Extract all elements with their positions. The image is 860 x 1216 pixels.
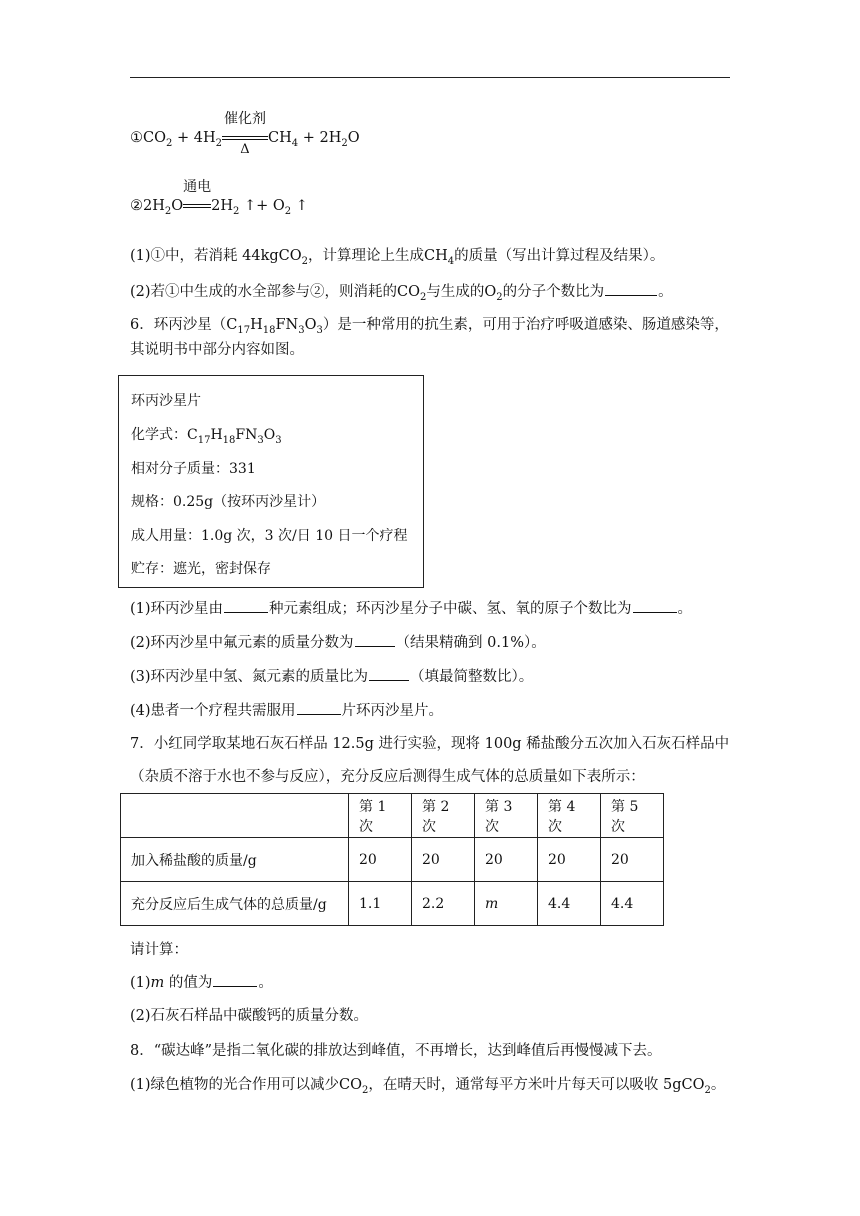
- q7-q1: [130, 972, 273, 993]
- subscript: 17: [197, 435, 211, 446]
- table-row: [121, 838, 664, 882]
- subscript: 17: [237, 325, 251, 336]
- reaction-condition: [222, 111, 268, 157]
- eq1-text: + 2H: [298, 130, 342, 146]
- eq2-text: ↑+ O: [239, 198, 285, 214]
- text: (3)环丙沙星中氢、氮元素的质量比为: [130, 669, 369, 685]
- eq1-text: O: [347, 130, 360, 146]
- answer-blank[interactable]: [605, 281, 657, 296]
- q6-intro: [130, 315, 729, 337]
- table-cell: 20: [412, 838, 475, 882]
- subscript: 2: [496, 292, 503, 303]
- text: ，计算理论上生成CH: [308, 248, 448, 264]
- table-header-row: [121, 794, 664, 838]
- text: (1)①中，若消耗 44kgCO: [130, 248, 302, 264]
- text: 种元素组成；环丙沙星分子中碳、氢、氧的原子个数比为: [269, 601, 632, 617]
- table-cell: 充分反应后生成气体的总质量/g: [121, 882, 349, 926]
- answer-blank[interactable]: [297, 700, 341, 715]
- subscript: 2: [284, 206, 292, 217]
- text: ，在晴天时，通常每平方米叶片每天可以吸收 5gCO: [368, 1077, 705, 1093]
- data-table: [120, 793, 664, 926]
- table-cell: 第 4 次: [538, 794, 601, 838]
- subscript: 4: [447, 256, 455, 267]
- subscript: 3: [316, 325, 323, 336]
- subscript: 18: [222, 435, 236, 446]
- text: O: [304, 317, 317, 333]
- text: 化学式：C: [131, 427, 198, 443]
- table-cell: 20: [538, 838, 601, 882]
- eq2-text: 2H: [211, 198, 234, 214]
- eq2-text: O: [171, 198, 184, 214]
- equation-2: [130, 179, 308, 217]
- table-cell: 第 3 次: [475, 794, 538, 838]
- q6-q1: [130, 598, 692, 619]
- table-cell: 4.4: [601, 882, 664, 926]
- text: (1)环丙沙星由: [130, 601, 224, 617]
- answer-blank[interactable]: [213, 972, 257, 987]
- subscript: 3: [257, 435, 264, 446]
- subscript: 2: [215, 138, 222, 149]
- text: (1): [130, 975, 151, 991]
- eq1-text: ①CO: [130, 130, 166, 146]
- answer-blank[interactable]: [369, 666, 409, 681]
- text: 6．环丙沙星（C: [130, 317, 238, 333]
- text: 。: [258, 975, 273, 991]
- q7-intro-line2: （杂质不溶于水也不参与反应），充分反应后测得生成气体的总质量如下表所示：: [130, 769, 645, 785]
- text: O: [263, 427, 276, 443]
- variable-m: m: [150, 975, 165, 991]
- condition-catalyst: 催化剂: [223, 111, 266, 127]
- table-row: [121, 882, 664, 926]
- table-cell: 4.4: [538, 882, 601, 926]
- q7-q2: (2)石灰石样品中碳酸钙的质量分数。: [130, 1008, 369, 1024]
- subscript: 18: [262, 325, 276, 336]
- equation-1: [130, 111, 360, 157]
- text: （结果精确到 0.1%）。: [395, 635, 546, 651]
- subscript: 2: [164, 206, 172, 217]
- header-rule: [130, 77, 730, 78]
- text: 的质量（写出计算过程及结果）。: [454, 248, 665, 264]
- text: 的分子个数比为: [502, 284, 605, 300]
- text: H: [210, 427, 223, 443]
- table-cell: 20: [475, 838, 538, 882]
- table-cell: 第 2 次: [412, 794, 475, 838]
- q8-intro: 8．“碳达峰”是指二氧化碳的排放达到峰值，不再增长，达到峰值后再慢慢减下去。: [130, 1043, 662, 1059]
- text: 。: [658, 284, 673, 300]
- answer-blank[interactable]: [224, 598, 268, 613]
- subscript: 2: [420, 292, 427, 303]
- box-storage: 贮存：遮光，密封保存: [131, 561, 271, 577]
- eq1-text: + 4H: [172, 130, 216, 146]
- q5-part2: [130, 281, 673, 304]
- text: 片环丙沙星片。: [341, 703, 444, 719]
- table-cell: 20: [601, 838, 664, 882]
- text: (4)患者一个疗程共需服用: [130, 703, 296, 719]
- subscript: 2: [704, 1085, 711, 1096]
- text: FN: [235, 427, 258, 443]
- box-spec: 规格：0.25g（按环丙沙星计）: [131, 494, 326, 510]
- subscript: 4: [291, 138, 299, 149]
- table-cell: 1.1: [349, 882, 412, 926]
- text: （填最简整数比）。: [410, 669, 534, 685]
- text: ）是一种常用的抗生素，可用于治疗呼吸道感染、肠道感染等，: [322, 317, 729, 333]
- subscript: 2: [233, 206, 240, 217]
- q6-q4: [130, 700, 443, 721]
- table-cell: 2.2: [412, 882, 475, 926]
- box-title: 环丙沙星片: [131, 393, 201, 409]
- subscript: 2: [362, 1085, 369, 1096]
- text: 与生成的O: [426, 284, 497, 300]
- medicine-label-box: [118, 375, 424, 588]
- box-formula: [131, 424, 282, 444]
- eq2-text: ↑: [291, 198, 308, 214]
- table-cell: m: [475, 882, 538, 926]
- table-cell: 20: [349, 838, 412, 882]
- equals-bar: [222, 136, 268, 140]
- equals-bar: [183, 204, 211, 208]
- text: 。: [677, 601, 693, 617]
- q6-q2: [130, 632, 546, 653]
- q6-q3: [130, 666, 533, 687]
- condition-electric: 通电: [183, 179, 212, 195]
- q7-intro: 7．小红同学取某地石灰石样品 12.5g 进行实验，现将 100g 稀盐酸分五次加入石灰石样品中: [130, 736, 730, 752]
- subscript: 2: [301, 256, 309, 267]
- table-cell: 加入稀盐酸的质量/g: [121, 838, 349, 882]
- eq2-text: ②2H: [130, 198, 165, 214]
- text: 。: [710, 1077, 726, 1093]
- subscript: 2: [165, 138, 173, 149]
- condition-heat: Δ: [240, 142, 250, 157]
- text: (2)环丙沙星中氟元素的质量分数为: [130, 635, 354, 651]
- text: FN: [275, 317, 299, 333]
- table-cell: [121, 794, 349, 838]
- q5-part1: [130, 246, 664, 268]
- box-dose: 成人用量：1.0g 次，3 次/日 10 日一个疗程: [131, 528, 408, 544]
- table-cell: 第 5 次: [601, 794, 664, 838]
- text: (1)绿色植物的光合作用可以减少CO: [130, 1077, 363, 1093]
- q6-intro-line2: 其说明书中部分内容如图。: [130, 342, 304, 358]
- q8-q1: [130, 1075, 725, 1097]
- text: (2)若①中生成的水全部参与②，则消耗的CO: [130, 284, 421, 300]
- eq1-text: CH: [267, 130, 292, 146]
- q7-calc: 请计算：: [130, 942, 188, 958]
- answer-blank[interactable]: [633, 598, 677, 613]
- reaction-condition: [183, 179, 212, 214]
- subscript: 3: [298, 325, 305, 336]
- table-cell: 第 1 次: [349, 794, 412, 838]
- text: 的值为: [164, 975, 213, 991]
- answer-blank[interactable]: [355, 632, 395, 647]
- subscript: 3: [275, 435, 282, 446]
- subscript: 2: [341, 138, 348, 149]
- box-mass: 相对分子质量：331: [131, 461, 256, 477]
- text: H: [250, 317, 263, 333]
